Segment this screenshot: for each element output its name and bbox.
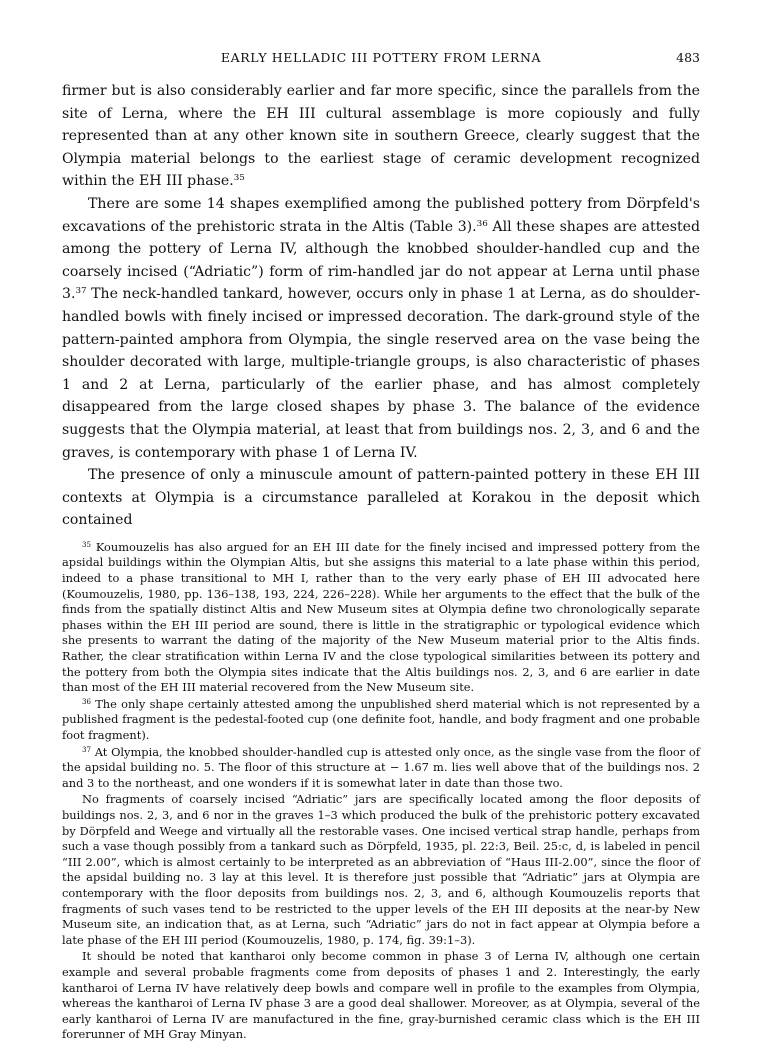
footnotes xyxy=(62,540,700,1043)
paragraph-1-text: firmer but is also considerably earlier and far more specific, since the parallels from the site of Lerna, where the EH III cultural assemblage is more copiously and fully represented than at any other known site in southern Greece, clearly suggest that the Olympia material belongs to the earliest stage of ceramic development recognized within the EH III phase. xyxy=(62,83,700,190)
footnote-ref-35: 35 xyxy=(233,173,245,184)
footnote-37-continued-1 xyxy=(62,792,700,948)
footnote-36 xyxy=(62,697,700,744)
footnote-text: No fragments of coarsely incised “Adriatic” jars are specifically located among the floor deposits of buildings nos. 2, 3, and 6 nor in the graves 1–3 which produced the bulk of the prehistoric pottery excavated by Dörpfeld and Weege and virtually all the restorable vases. One incised vertical strap handle, perhaps from such a vase though possibly from a tankard such as Dörpfeld, 1935, pl. 22:3, Beil. 25:c, d, is labeled in pencil “III 2.00”, which is almost certainly to be interpreted as an abbreviation of “Haus III-2.00”, since the floor of the apsidal building no. 3 lay at this level. It is therefore just possible that “Adriatic” jars at Olympia are contemporary with the floor deposits from buildings nos. 2, 3, and 6, although Koumouzelis reports that fragments of such vases tend to be restricted to the upper levels of the EH III deposits at the near-by New Museum site, an indication that, as at Lerna, such “Adriatic” jars do not in fact appear at Olympia before a late phase of the EH III period (Koumouzelis, 1980, p. 174, fig. 39:1–3). xyxy=(62,792,700,947)
page xyxy=(62,40,700,1044)
page-number: 483 xyxy=(676,50,700,65)
footnote-ref-36: 36 xyxy=(476,218,488,229)
footnote-37 xyxy=(62,745,700,792)
paragraph-2 xyxy=(62,193,700,464)
footnote-ref-37: 37 xyxy=(75,286,87,297)
paragraph-2-text-b: All these shapes are attested among the pottery of Lerna IV, although the knobbed shoulder-handled cup and the coarsely incised (“Adriatic”) form of rim-handled jar do not appear at Lerna until phase 3. xyxy=(62,218,700,303)
footnote-number: 35 xyxy=(82,540,91,549)
footnote-text: It should be noted that kantharoi only become common in phase 3 of Lerna IV, although one certain example and several probable fragments come from deposits of phases 1 and 2. Interestingly, the early kantharoi of Lerna IV have relatively deep bowls and compare well in profile to the examples from Olympia, whereas the kantharoi of Lerna IV phase 3 are a good deal shallower. Moreover, as at Olympia, several of the early kantharoi of Lerna IV are manufactured in the fine, gray-burnished ceramic class which is the EH III forerunner of MH Gray Minyan. xyxy=(62,949,700,1042)
footnote-text: At Olympia, the knobbed shoulder-handled cup is attested only once, as the single vase from the floor of the apsidal building no. 5. The floor of this structure at − 1.67 m. lies well above that of the buildings nos. 2 and 3 to the northeast, and one wonders if it is somewhat later in date than those two. xyxy=(62,744,700,790)
footnote-text: The only shape certainly attested among the unpublished sherd material which is not represented by a published fragment is the pedestal-footed cup (one definite foot, handle, and body fragment and one probable foot fragment). xyxy=(62,696,700,742)
paragraph-2-text-c: The neck-handled tankard, however, occurs only in phase 1 at Lerna, as do shoulder-handled bowls with finely incised or impressed decoration. The dark-ground style of the pattern-painted amphora from Olympia, the single reserved area on the vase being the shoulder decorated with large, multiple-triangle groups, is also characteristic of phases 1 and 2 at Lerna, particularly of the earlier phase, and has almost completely disappeared from the large closed shapes by phase 3. The balance of the evidence suggests that the Olympia material, at least that from buildings nos. 2, 3, and 6 and the graves, is contemporary with phase 1 of Lerna IV. xyxy=(62,286,700,461)
footnote-text: Koumouzelis has also argued for an EH III date for the finely incised and impressed pottery from the apsidal buildings within the Olympian Altis, but she assigns this material to a late phase within this period, indeed to a phase transitional to MH I, rather than to the very early phase of EH III advocated here (Koumouzelis, 1980, pp. 136–138, 193, 224, 226–228). While her arguments to the effect that the bulk of the finds from the spatially distinct Altis and New Museum sites at Olympia define two chronologically separate phases within the EH III period are sound, there is little in the stratigraphic or typological evidence which she presents to warrant the dating of the majority of the New Museum material prior to the Altis finds. Rather, the clear stratification within Lerna IV and the close typological similarities between its pottery and the pottery from both the Olympia sites indicate that the Altis buildings nos. 2, 3, and 6 are earlier in date than most of the EH III material recovered from the New Museum site. xyxy=(62,539,700,695)
paragraph-2-text-a: There are some 14 shapes exemplified among the published pottery from Dörpfeld's excavations of the prehistoric strata in the Altis (Table 3). xyxy=(62,195,700,235)
footnote-number: 37 xyxy=(82,744,91,754)
main-text xyxy=(62,80,700,532)
running-title: EARLY HELLADIC III POTTERY FROM LERNA xyxy=(220,50,542,65)
paragraph-3: The presence of only a minuscule amount of pattern-painted pottery in these EH III contexts at Olympia is a circumstance paralleled at Korakou in the deposit which contained xyxy=(62,467,700,529)
running-header xyxy=(62,40,700,66)
footnote-35 xyxy=(62,540,700,696)
paragraph-1 xyxy=(62,80,700,193)
footnote-number: 36 xyxy=(82,696,91,706)
footnote-37-continued-2 xyxy=(62,949,700,1043)
